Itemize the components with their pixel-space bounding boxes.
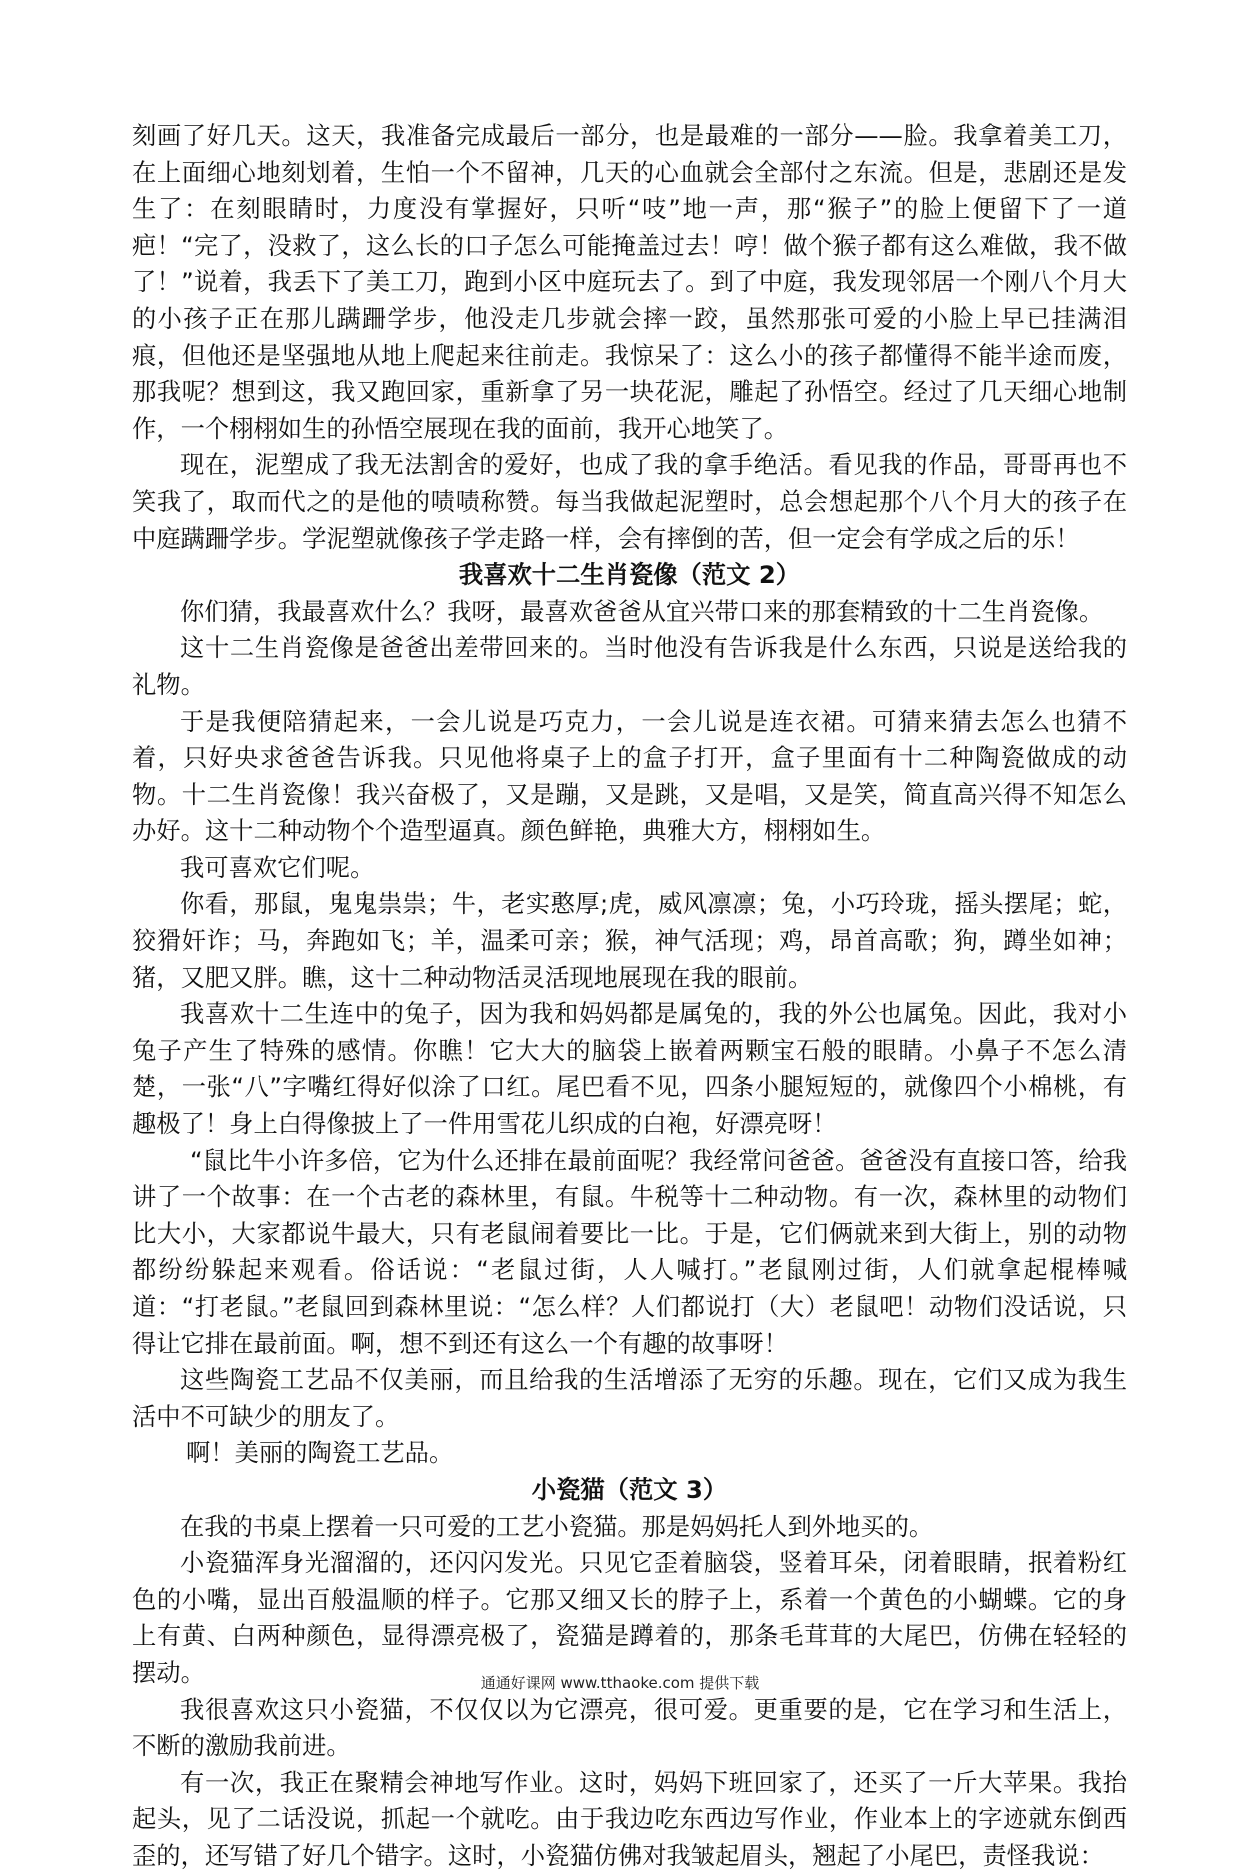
paragraph: 我很喜欢这只小瓷猫，不仅仅以为它漂亮，很可爱。更重要的是，它在学习和生活上，不断的激励我前进。 bbox=[132, 1694, 1127, 1761]
paragraph: “鼠比牛小许多倍，它为什么还排在最前面呢？我经常问爸爸。爸爸没有直接口答，给我讲了一个故事：在一个古老的森林里，有鼠。牛税等十二种动物。有一次，森林里的动物们比大小，大家都说牛最大，只有老鼠闹着要比一比。于是，它们俩就来到大街上，别的动物都纷纷躲起来观看。俗话说：“老鼠过街，人人喊打。”老鼠刚过街，人们就拿起棍棒喊道：“打老鼠。”老鼠回到森林里说：“怎么样？人们都说打（大）老鼠吧！动物们没话说，只得让它排在最前面。啊，想不到还有这么一个有趣的故事呀！ bbox=[132, 1145, 1127, 1358]
section-heading: 我喜欢十二生肖瓷像（范文 2） bbox=[458, 560, 801, 590]
paragraph: 我可喜欢它们呢。 bbox=[180, 852, 375, 882]
paragraph: 这些陶瓷工艺品不仅美丽，而且给我的生活增添了无穷的乐趣。现在，它们又成为我生活中不可缺少的朋友了。 bbox=[132, 1365, 1127, 1431]
paragraph: 你们猜，我最喜欢什么？我呀，最喜欢爸爸从宜兴带口来的那套精致的十二生肖瓷像。 bbox=[180, 596, 1104, 626]
paragraph: 刻画了好几天。这天，我准备完成最后一部分，也是最难的一部分——脸。我拿着美工刀，在上面细心地刻划着，生怕一个不留神，几天的心血就会全部付之东流。但是，悲剧还是发生了：在刻眼睛时，力度没有掌握好，只听“吱”地一声，那“猴子”的脸上便留下了一道疤！“完了，没救了，这么长的口子怎么可能掩盖过去！哼！做个猴子都有这么难做，我不做了！”说着，我丢下了美工刀，跑到小区中庭玩去了。到了中庭，我发现邻居一个刚八个月大的小孩子正在那儿蹒跚学步，他没走几步就会摔一跤，虽然那张可爱的小脸上早已挂满泪痕，但他还是坚强地从地上爬起来往前走。我惊呆了：这么小的孩子都懂得不能半途而废，那我呢？想到这，我又跑回家，重新拿了另一块花泥，雕起了孙悟空。经过了几天细心地制作，一个栩栩如生的孙悟空展现在我的面前，我开心地笑了。 bbox=[132, 121, 1127, 443]
paragraph: 小瓷猫浑身光溜溜的，还闪闪发光。只见它歪着脑袋，竖着耳朵，闭着眼睛，抿着粉红色的小嘴，显出百般温顺的样子。它那又细又长的脖子上，系着一个黄色的小蝴蝶。它的身上有黄、白两种颜色，显得漂亮极了，瓷猫是蹲着的，那条毛茸茸的大尾巴，仿佛在轻轻的摆动。 bbox=[132, 1548, 1127, 1687]
paragraph: 啊！美丽的陶瓷工艺品。 bbox=[186, 1438, 454, 1468]
section-heading: 小瓷猫（范文 3） bbox=[531, 1474, 728, 1504]
paragraph: 现在，泥塑成了我无法割舍的爱好，也成了我的拿手绝活。看见我的作品，哥哥再也不笑我了，取而代之的是他的啧啧称赞。每当我做起泥塑时，总会想起那个八个月大的孩子在中庭蹒跚学步。学泥塑就像孩子学走路一样，会有摔倒的苦，但一定会有学成之后的乐！ bbox=[132, 450, 1127, 553]
paragraph: 在我的书桌上摆着一只可爱的工艺小瓷猫。那是妈妈托人到外地买的。 bbox=[180, 1511, 934, 1541]
paragraph: 你看，那鼠，鬼鬼祟祟；牛，老实憨厚;虎，威风凛凛；兔，小巧玲珑，摇头摆尾；蛇，狡猾奸诈；马，奔跑如飞；羊，温柔可亲；猴，神气活现；鸡，昂首高歌；狗，蹲坐如神；猪，又肥又胖。瞧，这十二种动物活灵活现地展现在我的眼前。 bbox=[132, 889, 1127, 992]
paragraph: 于是我便陪猜起来，一会儿说是巧克力，一会儿说是连衣裙。可猜来猜去怎么也猜不着，只好央求爸爸告诉我。只见他将桌子上的盒子打开，盒子里面有十二种陶瓷做成的动物。十二生肖瓷像！我兴奋极了，又是蹦，又是跳，又是唱，又是笑，简直高兴得不知怎么办好。这十二种动物个个造型逼真。颜色鲜艳，典雅大方，栩栩如生。 bbox=[132, 706, 1127, 846]
page-footer: 通通好课网 www.tthaoke.com 提供下载 bbox=[480, 1674, 760, 1692]
paragraph: 有一次，我正在聚精会神地写作业。这时，妈妈下班回家了，还买了一斤大苹果。我抬起头，见了二话没说，抓起一个就吃。由于我边吃东西边写作业，作业本上的字迹就东倒西歪的，还写错了好几个错字。这时，小瓷猫仿佛对我皱起眉头，翘起了小尾巴，责怪我说： bbox=[132, 1767, 1127, 1870]
paragraph: 这十二生肖瓷像是爸爸出差带回来的。当时他没有告诉我是什么东西，只说是送给我的礼物。 bbox=[132, 633, 1127, 699]
paragraph: 我喜欢十二生连中的兔子，因为我和妈妈都是属兔的，我的外公也属兔。因此，我对小兔子产生了特殊的感情。你瞧！它大大的脑袋上嵌着两颗宝石般的眼睛。小鼻子不怎么清楚，一张“八”字嘴红得好似涂了口红。尾巴看不见，四条小腿短短的，就像四个小棉桃，有趣极了！身上白得像披上了一件用雪花儿织成的白袍，好漂亮呀！ bbox=[132, 999, 1127, 1139]
document-body bbox=[132, 118, 1127, 1875]
